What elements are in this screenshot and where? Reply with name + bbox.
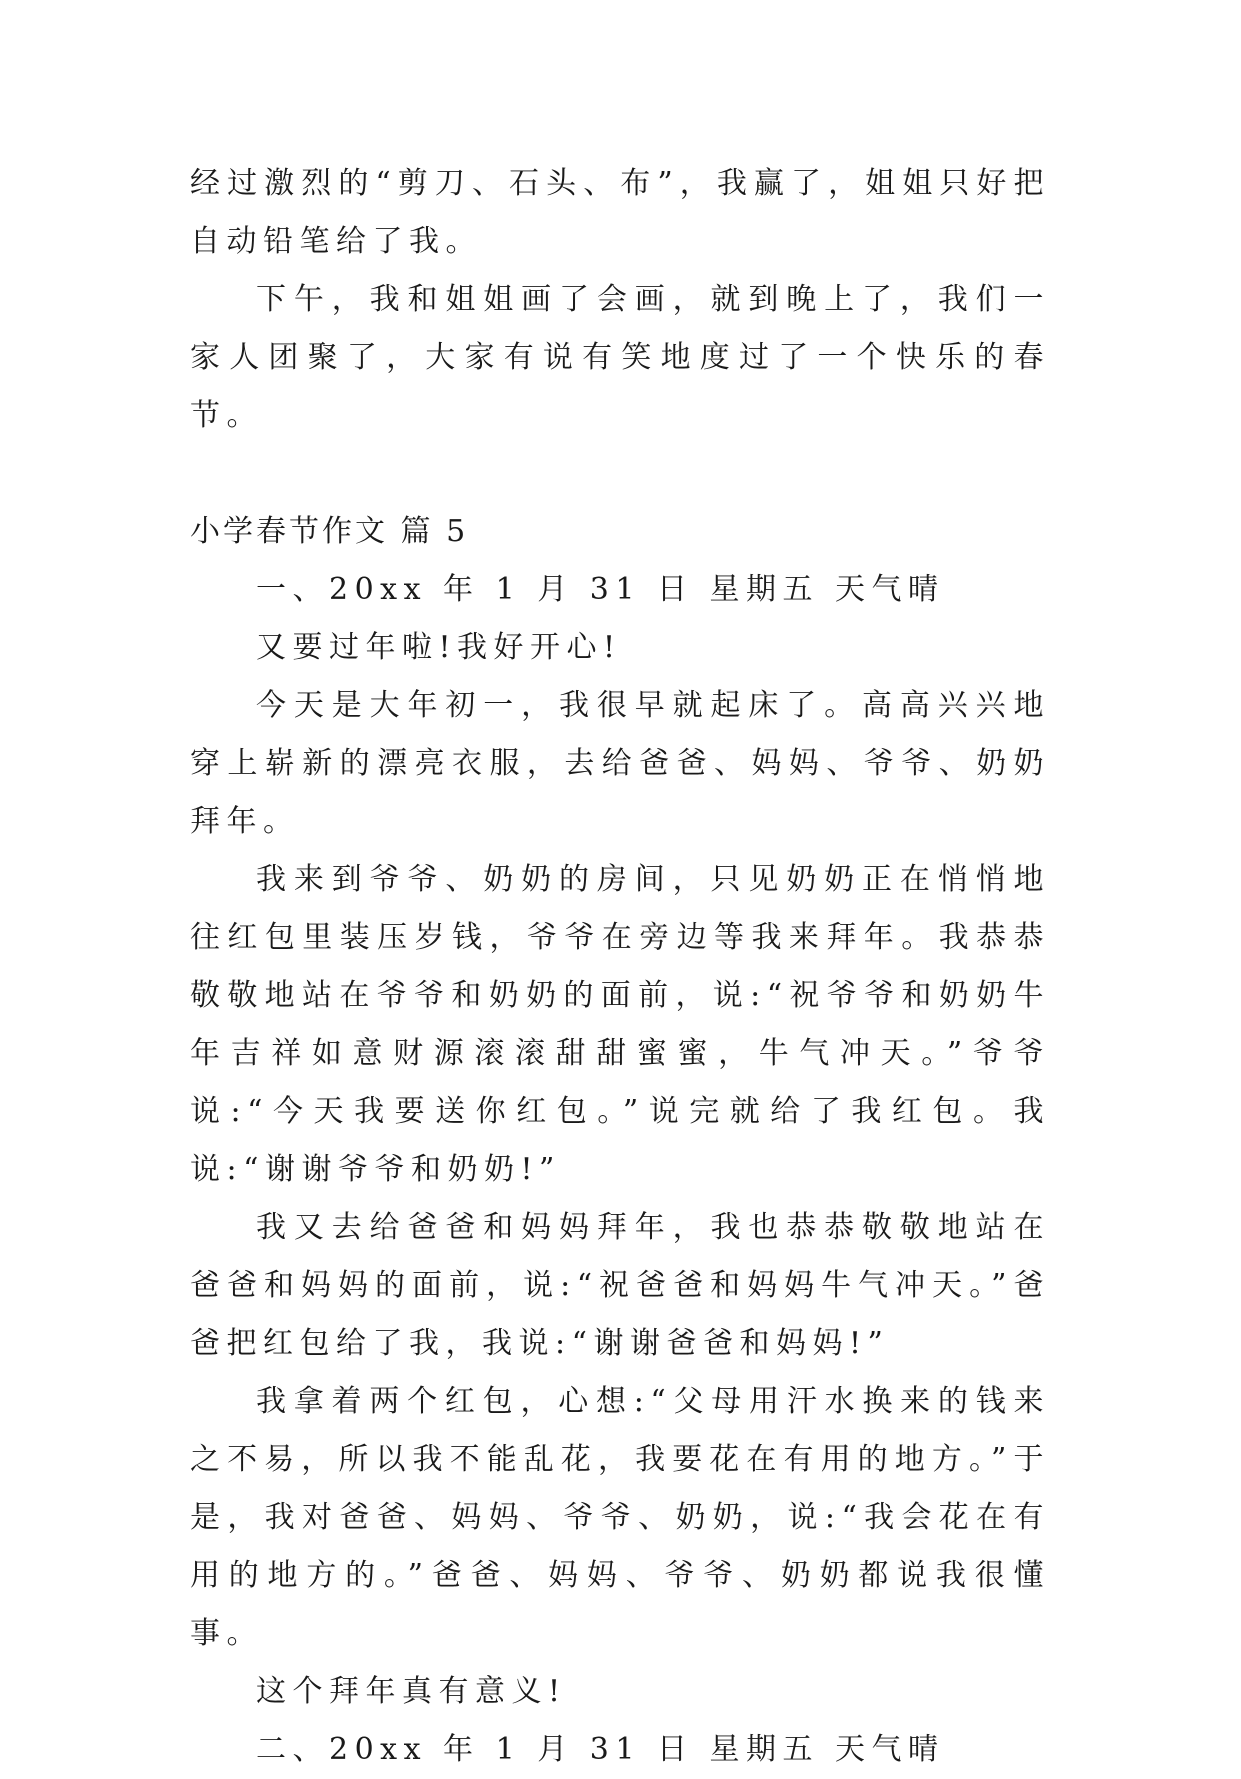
diary-entry-heading-1: 一、20xx 年 1 月 31 日 星期五 天气晴 — [256, 572, 945, 607]
paragraph-parents: 我又去给爸爸和妈妈拜年，我也恭恭敬敬地站在爸爸和妈妈的面前，说:“祝爸爸和妈妈牛气冲天。”爸爸把红包给了我，我说:“谢谢爸爸和妈妈!” — [190, 1210, 1050, 1361]
paragraph-meaningful: 这个拜年真有意义! — [256, 1674, 567, 1709]
section-title: 小学春节作文 篇 5 — [190, 514, 469, 549]
diary-entry-heading-2: 二、20xx 年 1 月 31 日 星期五 天气晴 — [256, 1732, 945, 1767]
paragraph-grandparents: 我来到爷爷、奶奶的房间，只见奶奶正在悄悄地往红包里装压岁钱，爷爷在旁边等我来拜年。我恭恭敬敬地站在爷爷和奶奶的面前，说:“祝爷爷和奶奶牛年吉祥如意财源滚滚甜甜蜜蜜，牛气冲天。”爷爷说:“今天我要送你红包。”说完就给了我红包。我说:“谢谢爷爷和奶奶!” — [190, 862, 1050, 1187]
document-page — [190, 155, 1050, 1779]
paragraph-continued: 经过激烈的“剪刀、石头、布”，我赢了，姐姐只好把自动铅笔给了我。 — [190, 166, 1050, 259]
paragraph-new-year-morning: 今天是大年初一，我很早就起床了。高高兴兴地穿上崭新的漂亮衣服，去给爸爸、妈妈、爷爷、奶奶拜年。 — [190, 688, 1050, 839]
paragraph-red-envelopes: 我拿着两个红包，心想:“父母用汗水换来的钱来之不易，所以我不能乱花，我要花在有用的地方。”于是，我对爸爸、妈妈、爷爷、奶奶，说:“我会花在有用的地方的。”爸爸、妈妈、爷爷、奶奶都说我很懂事。 — [190, 1384, 1050, 1651]
paragraph-afternoon: 下午，我和姐姐画了会画，就到晚上了，我们一家人团聚了，大家有说有笑地度过了一个快乐的春节。 — [190, 282, 1050, 433]
paragraph-excited: 又要过年啦!我好开心! — [256, 630, 622, 665]
